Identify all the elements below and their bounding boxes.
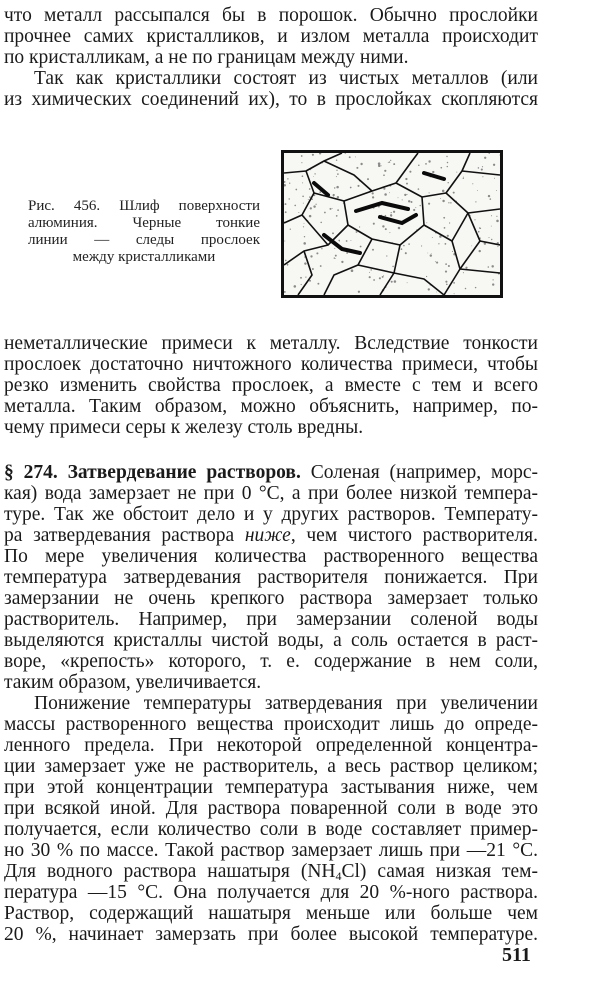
- figure-caption: [28, 198, 260, 266]
- paragraph-first-line: Понижение температуры затвердевания при увеличении: [34, 693, 538, 714]
- text-line: Раствор, содержащий нашатыря меньше или больше чем: [4, 903, 538, 924]
- section-first-line: [4, 462, 538, 483]
- text-line: прочнее самих кристалликов, и излом металла происходит: [4, 26, 538, 47]
- text-span: Соленая (например, морс-: [310, 462, 539, 483]
- text-line: чему примеси серы к железу столь вредны.: [4, 417, 364, 438]
- text-line: при этой концентрации температура застывания ниже, чем: [4, 777, 538, 798]
- text-line: По мере увеличения количества растворенного вещества: [4, 546, 538, 567]
- paragraph-first-line: Так как кристаллики состоят из чистых металлов (или: [34, 68, 538, 89]
- text-line: прослоек достаточно ничтожного количества примеси, чтобы: [4, 354, 538, 375]
- text-line: растворитель. Например, при замерзании соленой воды: [4, 609, 538, 630]
- text-line: но 30 % по массе. Такой раствор замерзает лишь при —21 °С.: [4, 840, 538, 861]
- caption-line: между кристалликами: [72, 249, 216, 265]
- text-line: из химических соединений их), то в прослойках скопляются: [4, 89, 538, 110]
- text-line: выделяются кристаллы чистой воды, а соль остается в раст-: [4, 630, 538, 651]
- text-span: Для водного раствора нашатыря (NH: [4, 861, 336, 882]
- text-span: ра затвердевания раствора: [4, 525, 235, 546]
- text-line: замерзании не очень крепкого раствора замерзает только: [4, 588, 538, 609]
- text-line: резко изменить свойства прослоек, а вместе с тем и всего: [4, 375, 538, 396]
- text-line: 20 %, начинает замерзать при более высокой температуре.: [4, 924, 538, 945]
- caption-line: алюминия. Черные тонкие: [28, 215, 260, 231]
- text-line: массы растворенного вещества происходит лишь до опреде-: [4, 714, 538, 735]
- text-line: туре. Так же обстоит дело и у других растворов. Температу-: [4, 504, 538, 525]
- text-line: [4, 525, 538, 546]
- text-line: неметаллические примеси к металлу. Вследствие тонкости: [4, 333, 538, 354]
- text-line: по кристалликам, а не по границам между ними.: [4, 47, 409, 68]
- text-line: что металл рассыпался бы в порошок. Обычно прослойки: [4, 5, 538, 26]
- text-line: кая) вода замерзает не при 0 °С, а при более низкой темпера-: [4, 483, 538, 504]
- text-line: пература —15 °С. Она получается для 20 %-ного раствора.: [4, 882, 538, 903]
- caption-line: Рис. 456. Шлиф поверхности: [28, 198, 260, 214]
- section-heading: § 274. Затвердевание растворов.: [4, 462, 301, 483]
- text-line: получается, если количество соли в воде составляет пример-: [4, 819, 538, 840]
- text-line: ленного предела. При некоторой определенной концентра-: [4, 735, 538, 756]
- text-line: при всякой иной. Для раствора поваренной соли в воде это: [4, 798, 538, 819]
- text-line: ции замерзает уже не растворитель, а весь раствор целиком;: [4, 756, 538, 777]
- text-line: металла. Таким образом, можно объяснить, например, по-: [4, 396, 538, 417]
- grain-boundaries-image: [284, 153, 500, 295]
- aluminium-section-micrograph: [281, 150, 503, 298]
- text-span: Cl) самая низкая тем-: [341, 861, 539, 882]
- text-line: таким образом, увеличивается.: [4, 672, 262, 693]
- text-span: , чем чистого растворителя.: [290, 525, 539, 546]
- italic-emphasis: ниже: [244, 525, 291, 546]
- page-number: 511: [502, 944, 531, 966]
- text-line: воре, «крепость» которого, т. е. содержание в нем соли,: [4, 651, 538, 672]
- caption-line: линии — следы прослоек: [28, 232, 260, 248]
- text-line: температура затвердевания растворителя понижается. При: [4, 567, 538, 588]
- formula-subscript: 4: [335, 869, 342, 883]
